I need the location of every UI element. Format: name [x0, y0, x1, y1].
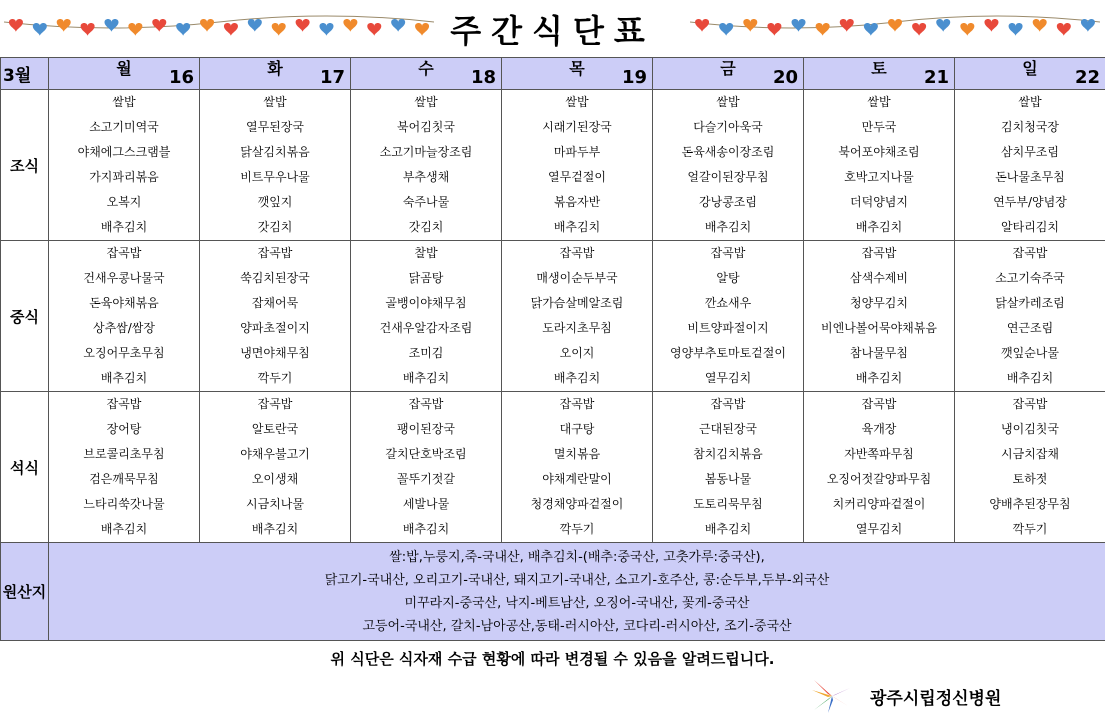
menu-item: 치커리양파겉절이	[804, 492, 954, 517]
menu-item: 얼갈이된장무침	[653, 165, 803, 190]
menu-item: 열무된장국	[200, 115, 350, 140]
day-name: 월	[49, 56, 199, 79]
menu-item: 알탕	[653, 266, 803, 291]
day-header	[49, 58, 200, 90]
menu-item: 볶음자반	[502, 190, 652, 215]
day-name: 화	[200, 56, 350, 79]
menu-item: 야채우불고기	[200, 442, 350, 467]
origin-line: 미꾸라지-중국산, 낙지-베트남산, 오징어-국내산, 꽃게-중국산	[49, 592, 1105, 615]
meal-cell	[49, 90, 200, 241]
menu-item: 잡채어묵	[200, 291, 350, 316]
menu-item: 건새우알감자조림	[351, 316, 501, 341]
menu-item: 숙주나물	[351, 190, 501, 215]
menu-item: 멸치볶음	[502, 442, 652, 467]
meal-cell	[200, 241, 351, 392]
menu-item: 배추김치	[955, 366, 1105, 391]
meal-cell	[502, 392, 653, 543]
origin-line: 닭고기-국내산, 오리고기-국내산, 돼지고기-국내산, 소고기-호주산, 콩:순두부,두부-외국산	[49, 569, 1105, 592]
menu-item: 쌀밥	[653, 90, 803, 115]
day-header	[200, 58, 351, 90]
menu-item: 알타리김치	[955, 215, 1105, 240]
meal-cell	[955, 90, 1105, 241]
menu-item: 배추김치	[49, 366, 199, 391]
day-header-row	[1, 58, 1105, 90]
menu-item: 참치김치볶음	[653, 442, 803, 467]
menu-item: 팽이된장국	[351, 417, 501, 442]
menu-item: 쌀밥	[955, 90, 1105, 115]
menu-item: 장어탕	[49, 417, 199, 442]
menu-item: 깻잎지	[200, 190, 350, 215]
menu-item: 영양부추토마토겉절이	[653, 341, 803, 366]
menu-item: 소고기마늘장조림	[351, 140, 501, 165]
menu-item: 쑥김치된장국	[200, 266, 350, 291]
menu-item: 느타리쑥갓나물	[49, 492, 199, 517]
menu-item: 잡곡밥	[955, 241, 1105, 266]
meal-label: 조식	[1, 90, 49, 241]
menu-item: 육개장	[804, 417, 954, 442]
menu-item: 열무김치	[653, 366, 803, 391]
menu-item: 상추쌈/쌈장	[49, 316, 199, 341]
menu-item: 배추김치	[49, 215, 199, 240]
menu-item: 검은깨묵무침	[49, 467, 199, 492]
menu-item: 알토란국	[200, 417, 350, 442]
day-header	[653, 58, 804, 90]
change-notice: 위 식단은 식자재 수급 현황에 따라 변경될 수 있음을 알려드립니다.	[0, 648, 1105, 669]
menu-item: 배추김치	[351, 517, 501, 542]
meal-cell	[804, 90, 955, 241]
meal-cell	[351, 241, 502, 392]
menu-item: 소고기미역국	[49, 115, 199, 140]
menu-item: 잡곡밥	[200, 241, 350, 266]
meal-cell	[653, 90, 804, 241]
menu-item: 배추김치	[502, 366, 652, 391]
day-name: 목	[502, 56, 652, 79]
menu-item: 꼴뚜기젓갈	[351, 467, 501, 492]
menu-item: 열무김치	[804, 517, 954, 542]
menu-item: 깐쇼새우	[653, 291, 803, 316]
menu-item: 호박고지나물	[804, 165, 954, 190]
menu-item: 배추김치	[653, 215, 803, 240]
day-date: 20	[773, 67, 798, 88]
menu-item: 갓김치	[351, 215, 501, 240]
menu-item: 오이생채	[200, 467, 350, 492]
day-header	[804, 58, 955, 90]
menu-item: 조미김	[351, 341, 501, 366]
menu-item: 닭살김치볶음	[200, 140, 350, 165]
menu-item: 깍두기	[200, 366, 350, 391]
menu-item: 잡곡밥	[49, 392, 199, 417]
menu-item: 매생이순두부국	[502, 266, 652, 291]
day-date: 19	[622, 67, 647, 88]
menu-item: 비트양파절이지	[653, 316, 803, 341]
day-date: 21	[924, 67, 949, 88]
menu-item: 청경채양파겉절이	[502, 492, 652, 517]
meal-cell	[502, 90, 653, 241]
menu-item: 시금치잡채	[955, 442, 1105, 467]
menu-item: 시금치나물	[200, 492, 350, 517]
day-date: 18	[471, 67, 496, 88]
meal-cell	[351, 392, 502, 543]
menu-item: 깻잎순나물	[955, 341, 1105, 366]
day-name: 금	[653, 56, 803, 79]
menu-item: 연근조림	[955, 316, 1105, 341]
menu-item: 만두국	[804, 115, 954, 140]
menu-item: 청양무김치	[804, 291, 954, 316]
day-name: 일	[955, 56, 1105, 79]
menu-item: 자반쪽파무침	[804, 442, 954, 467]
day-name: 수	[351, 56, 501, 79]
meal-label: 석식	[1, 392, 49, 543]
day-header	[351, 58, 502, 90]
meal-row	[1, 392, 1105, 543]
menu-item: 봄동나물	[653, 467, 803, 492]
hospital-name: 광주시립정신병원	[870, 684, 1001, 709]
menu-item: 건새우콩나물국	[49, 266, 199, 291]
menu-item: 배추김치	[502, 215, 652, 240]
menu-item: 배추김치	[200, 517, 350, 542]
meal-cell	[200, 392, 351, 543]
menu-item: 잡곡밥	[49, 241, 199, 266]
meal-cell	[200, 90, 351, 241]
menu-item: 닭곰탕	[351, 266, 501, 291]
meal-cell	[351, 90, 502, 241]
menu-item: 세발나물	[351, 492, 501, 517]
menu-item: 참나물무침	[804, 341, 954, 366]
menu-item: 삼치무조림	[955, 140, 1105, 165]
menu-item: 다슬기아욱국	[653, 115, 803, 140]
menu-item: 잡곡밥	[200, 392, 350, 417]
meal-row	[1, 241, 1105, 392]
menu-item: 돈육새송이장조림	[653, 140, 803, 165]
day-header	[955, 58, 1105, 90]
menu-item: 야채에그스크램블	[49, 140, 199, 165]
menu-item: 닭살카레조림	[955, 291, 1105, 316]
menu-item: 쌀밥	[200, 90, 350, 115]
meal-cell	[653, 241, 804, 392]
menu-item: 연두부/양념장	[955, 190, 1105, 215]
page-title: 주간식단표	[0, 6, 1105, 52]
menu-item: 쌀밥	[502, 90, 652, 115]
month-label: 3월	[1, 58, 49, 90]
menu-item: 잡곡밥	[502, 392, 652, 417]
menu-item: 비엔나볼어묵야채볶음	[804, 316, 954, 341]
meal-cell	[653, 392, 804, 543]
origin-label: 원산지	[1, 543, 49, 641]
hospital-logo-icon	[808, 678, 858, 714]
menu-item: 삼색수제비	[804, 266, 954, 291]
day-name: 토	[804, 56, 954, 79]
menu-item: 오복지	[49, 190, 199, 215]
menu-item: 쌀밥	[49, 90, 199, 115]
menu-item: 토하젓	[955, 467, 1105, 492]
menu-item: 북어김칫국	[351, 115, 501, 140]
menu-item: 잡곡밥	[653, 392, 803, 417]
menu-item: 냉면야채무침	[200, 341, 350, 366]
meal-label: 중식	[1, 241, 49, 392]
menu-item: 배추김치	[49, 517, 199, 542]
menu-item: 배추김치	[653, 517, 803, 542]
weekly-menu-table	[0, 57, 1105, 641]
menu-item: 깍두기	[955, 517, 1105, 542]
menu-item: 잡곡밥	[804, 392, 954, 417]
menu-item: 가지꽈리볶음	[49, 165, 199, 190]
origin-content	[49, 543, 1105, 641]
menu-item: 잡곡밥	[955, 392, 1105, 417]
menu-item: 돈나물초무침	[955, 165, 1105, 190]
menu-item: 북어포야채조림	[804, 140, 954, 165]
meal-body	[1, 90, 1105, 543]
menu-item: 근대된장국	[653, 417, 803, 442]
title-row	[0, 0, 1105, 56]
menu-item: 오이지	[502, 341, 652, 366]
meal-cell	[49, 392, 200, 543]
menu-item: 양파초절이지	[200, 316, 350, 341]
menu-item: 도토리묵무침	[653, 492, 803, 517]
heart-garland-right	[690, 14, 1100, 44]
menu-item: 배추김치	[804, 215, 954, 240]
origin-line: 고등어-국내산, 갈치-남아공산,동태-러시아산, 코다리-러시아산, 조기-중국산	[49, 615, 1105, 638]
menu-item: 닭가슴살메알조림	[502, 291, 652, 316]
menu-item: 갈치단호박조림	[351, 442, 501, 467]
menu-item: 소고기숙주국	[955, 266, 1105, 291]
origin-row	[1, 543, 1105, 641]
menu-item: 도라지초무침	[502, 316, 652, 341]
menu-item: 강낭콩조림	[653, 190, 803, 215]
menu-item: 대구탕	[502, 417, 652, 442]
menu-item: 열무겉절이	[502, 165, 652, 190]
menu-item: 양배추된장무침	[955, 492, 1105, 517]
menu-item: 오징어무초무침	[49, 341, 199, 366]
menu-item: 브로콜리초무침	[49, 442, 199, 467]
meal-cell	[49, 241, 200, 392]
menu-item: 냉이김칫국	[955, 417, 1105, 442]
origin-line: 쌀:밥,누룽지,죽-국내산, 배추김치-(배추:중국산, 고춧가루:중국산),	[49, 546, 1105, 569]
menu-item: 잡곡밥	[502, 241, 652, 266]
menu-item: 비트무우나물	[200, 165, 350, 190]
menu-item: 잡곡밥	[653, 241, 803, 266]
menu-item: 배추김치	[351, 366, 501, 391]
meal-cell	[804, 392, 955, 543]
menu-item: 김치청국장	[955, 115, 1105, 140]
day-date: 16	[169, 67, 194, 88]
menu-item: 오징어젓갈양파무침	[804, 467, 954, 492]
menu-item: 더덕양념지	[804, 190, 954, 215]
day-header	[502, 58, 653, 90]
menu-item: 잡곡밥	[804, 241, 954, 266]
meal-cell	[955, 241, 1105, 392]
menu-item: 돈육야채볶음	[49, 291, 199, 316]
day-date: 17	[320, 67, 345, 88]
menu-item: 갓김치	[200, 215, 350, 240]
menu-item: 쌀밥	[351, 90, 501, 115]
menu-item: 골뱅이야채무침	[351, 291, 501, 316]
menu-item: 배추김치	[804, 366, 954, 391]
menu-item: 깍두기	[502, 517, 652, 542]
menu-item: 찰밥	[351, 241, 501, 266]
hospital-signature	[808, 678, 1098, 714]
menu-item: 쌀밥	[804, 90, 954, 115]
meal-cell	[804, 241, 955, 392]
menu-item: 잡곡밥	[351, 392, 501, 417]
day-date: 22	[1075, 67, 1100, 88]
menu-item: 시래기된장국	[502, 115, 652, 140]
menu-item: 부추생채	[351, 165, 501, 190]
meal-cell	[502, 241, 653, 392]
meal-row	[1, 90, 1105, 241]
meal-cell	[955, 392, 1105, 543]
menu-item: 야채계란말이	[502, 467, 652, 492]
menu-item: 마파두부	[502, 140, 652, 165]
